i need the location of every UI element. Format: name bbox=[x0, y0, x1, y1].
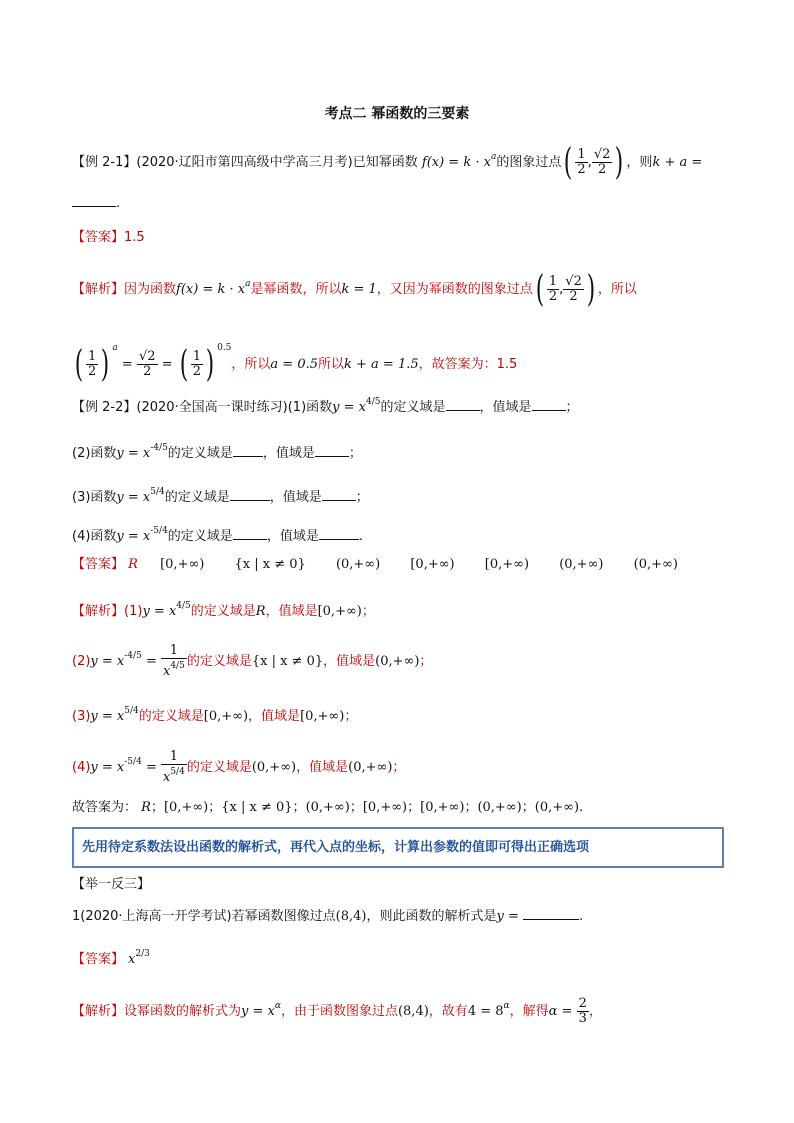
example-tag: 【例 2-1】 bbox=[72, 155, 137, 170]
example-2-2-q2 bbox=[72, 434, 362, 468]
fraction-root2 bbox=[137, 350, 158, 379]
exponent-a: a bbox=[490, 152, 497, 162]
math: [0,+∞) bbox=[300, 709, 345, 724]
math: x bbox=[128, 952, 136, 967]
answer-value: 1.5 bbox=[124, 230, 145, 245]
text: ； bbox=[150, 800, 164, 815]
text: ； bbox=[344, 709, 358, 724]
solution-text: ，所以 bbox=[231, 357, 271, 372]
example-tag: 【例 2-2】 bbox=[72, 400, 137, 415]
k-plus-a: k + a = bbox=[652, 155, 703, 170]
power-fn: y = x bbox=[116, 529, 151, 544]
solution-text: ，故答案为：1.5 bbox=[418, 357, 518, 372]
summary-item: [0,+∞) bbox=[362, 800, 408, 815]
frac-den: 2 bbox=[569, 289, 578, 304]
power-fn: y = x bbox=[90, 760, 125, 775]
frac-den: 2 bbox=[88, 364, 97, 379]
fraction bbox=[577, 997, 589, 1026]
example-2-1: 【例 2-1】(2020·辽阳市第四高级中学高三月考)已知幂函数 $f(x) = k \cdot x^a$的图象过点( $\frac{1}{2}$ , $\frac{√2}{2}$ ) ，则k + a = bbox=[72, 141, 703, 183]
frac-den: 2 bbox=[143, 364, 152, 379]
text: ； bbox=[407, 800, 421, 815]
answer-item: (0,+∞) bbox=[633, 557, 678, 572]
summary-item: [0,+∞) bbox=[163, 800, 209, 815]
text: ，由于函数图象过点 bbox=[280, 1004, 398, 1019]
math: (8,4) bbox=[335, 909, 367, 924]
blank bbox=[233, 445, 263, 457]
text: ，值域是 bbox=[479, 400, 532, 415]
math: (0,+∞) bbox=[348, 760, 393, 775]
paren-left: ( bbox=[74, 343, 84, 385]
text: 的定义域是 bbox=[186, 654, 252, 669]
answer-tag: 【答案】 bbox=[72, 952, 125, 967]
frac-den: 2 bbox=[548, 289, 558, 304]
answer-item: (0,+∞) bbox=[335, 557, 381, 572]
text: ； bbox=[355, 490, 369, 505]
solution-text: ，所以 bbox=[597, 282, 637, 297]
text: 的定义域是 bbox=[164, 490, 230, 505]
answer-blank bbox=[523, 908, 579, 920]
exponent-a: a bbox=[245, 279, 251, 289]
text: ，值域是 bbox=[323, 654, 376, 669]
text: 故答案为： bbox=[72, 800, 138, 815]
frac-num: √2 bbox=[138, 349, 156, 364]
frac-num: √2 bbox=[593, 147, 611, 162]
blank bbox=[319, 528, 359, 540]
answer-2 bbox=[72, 556, 678, 574]
math: y = bbox=[496, 909, 519, 924]
fraction bbox=[161, 644, 187, 679]
summary-item: (0,+∞) bbox=[305, 800, 350, 815]
fraction-root2 bbox=[592, 148, 613, 177]
text: ； bbox=[348, 446, 362, 461]
text: . bbox=[358, 529, 363, 544]
text: . bbox=[579, 800, 584, 815]
answer-blank bbox=[72, 195, 116, 207]
blank bbox=[230, 489, 270, 501]
exponent-a: a bbox=[112, 343, 118, 353]
math: 4 = 8 bbox=[467, 1004, 504, 1019]
practice-q1 bbox=[72, 908, 583, 926]
math: α = bbox=[548, 1004, 573, 1019]
text: 的定义域是 bbox=[138, 709, 204, 724]
frac-den: 2 bbox=[577, 162, 586, 177]
solution-text: 因为函数 bbox=[124, 282, 177, 297]
solution-2-3 bbox=[72, 697, 357, 731]
fraction-half bbox=[191, 350, 203, 379]
text: (2)函数 bbox=[72, 446, 117, 461]
answer-item: [0,+∞) bbox=[484, 557, 530, 572]
solution-tag: 【解析】 bbox=[72, 1004, 125, 1019]
paren-right: ) bbox=[586, 268, 596, 310]
exponent-half: 0.5 bbox=[217, 343, 232, 353]
blank bbox=[446, 399, 480, 411]
text: (4)函数 bbox=[72, 529, 117, 544]
text: ； bbox=[392, 760, 406, 775]
blank bbox=[233, 528, 267, 540]
answer-1 bbox=[72, 229, 145, 247]
math: = bbox=[145, 760, 157, 775]
text: ，值域是 bbox=[248, 709, 301, 724]
a-equals: a = 0.5 bbox=[270, 357, 318, 372]
example-2-2 bbox=[72, 388, 579, 422]
summary-item: {x | x ≠ 0} bbox=[221, 800, 293, 815]
exponent: 5/4 bbox=[170, 767, 185, 777]
fraction-half bbox=[547, 275, 559, 304]
function-expr: f(x) = k · x bbox=[176, 282, 246, 297]
answer-item: [0,+∞) bbox=[160, 557, 205, 572]
text: (1) bbox=[124, 604, 143, 619]
exponent: α bbox=[274, 1001, 281, 1011]
text: (3) bbox=[72, 709, 91, 724]
answer-tag: 【答案】 bbox=[72, 230, 125, 245]
answer-item: R bbox=[128, 557, 138, 572]
text: ； bbox=[208, 800, 222, 815]
text: ，值域是 bbox=[266, 529, 319, 544]
paren-left: ( bbox=[179, 343, 188, 385]
exponent: 4/5 bbox=[170, 661, 185, 671]
text: 的定义域是 bbox=[380, 400, 446, 415]
text: ； bbox=[464, 800, 478, 815]
exponent: -5/4 bbox=[150, 526, 168, 536]
paren-right: ) bbox=[615, 141, 624, 183]
text: ； bbox=[292, 800, 306, 815]
solution-1: 【解析】因为函数$f(x) = k \cdot x^a$是幂函数，所以k = 1，又因为幂函数的图象过点( $\frac{1}{2}$ , $\frac{√2}{2}$ ) ，所以 bbox=[72, 268, 637, 310]
power-fn: y = x bbox=[90, 709, 125, 724]
blank bbox=[532, 399, 566, 411]
frac-den: 2 bbox=[192, 364, 202, 379]
solution-tag: 【解析】 bbox=[72, 604, 125, 619]
fraction bbox=[161, 750, 187, 785]
solution-text: ，又因为幂函数的图象过点 bbox=[376, 282, 533, 297]
answer-3 bbox=[72, 940, 150, 974]
paren-left: ( bbox=[535, 268, 545, 310]
exponent: -4/5 bbox=[150, 443, 168, 453]
solution-2-1 bbox=[72, 592, 375, 626]
text: ； bbox=[361, 604, 375, 619]
answer-item: {x | x ≠ 0} bbox=[234, 557, 306, 572]
text: ，值域是 bbox=[262, 446, 315, 461]
text-mid: 的图象过点 bbox=[496, 155, 562, 170]
math: [0,+∞) bbox=[317, 604, 362, 619]
text: ， bbox=[588, 1004, 602, 1019]
frac-num: 2 bbox=[578, 996, 587, 1011]
text: 的定义域是 bbox=[167, 446, 233, 461]
summary-line bbox=[72, 799, 583, 817]
solution-tag: 【解析】 bbox=[72, 282, 125, 297]
frac-num: 1 bbox=[161, 644, 187, 659]
frac-num: 1 bbox=[161, 750, 187, 765]
paren-left: ( bbox=[564, 141, 573, 183]
solution-1-line-2: ( $\frac{1}{2}$ ) $^a$ = $\frac{√2}{2}$ = ( $\frac{1}{2}$ ) $^{0.5}$，所以a = 0.5所以k + a = 1.5，故答案为：1.5 bbox=[74, 343, 518, 385]
text: ，则此函数的解析式是 bbox=[366, 909, 497, 924]
text: 的定义域是 bbox=[167, 529, 233, 544]
fraction-half bbox=[86, 350, 98, 379]
exponent: 5/4 bbox=[124, 706, 139, 716]
math: y = x bbox=[241, 1004, 275, 1019]
answer-item: (0,+∞) bbox=[559, 557, 604, 572]
math: (0,+∞) bbox=[251, 760, 297, 775]
exponent: α bbox=[503, 1001, 510, 1011]
solution-3 bbox=[72, 984, 602, 1028]
power-fn: y = x bbox=[332, 400, 366, 415]
k-plus-a-value: k + a = 1.5 bbox=[344, 357, 419, 372]
math: = bbox=[145, 654, 157, 669]
math: x bbox=[162, 770, 171, 785]
solution-text: 所以 bbox=[318, 357, 345, 372]
solution-2-4 bbox=[72, 740, 405, 784]
frac-num: √2 bbox=[565, 274, 582, 289]
text: 1(2020·上海高一开学考试)若幂函数图像过点 bbox=[72, 909, 336, 924]
text: ，解得 bbox=[509, 1004, 549, 1019]
k-equals-1: k = 1 bbox=[341, 282, 377, 297]
frac-den: 3 bbox=[578, 1011, 587, 1026]
solution-2-2 bbox=[72, 634, 432, 678]
text: ； bbox=[419, 654, 433, 669]
example-source: (2020·辽阳市第四高级中学高三月考)已知幂函数 bbox=[136, 155, 418, 170]
fraction-root2 bbox=[563, 275, 584, 304]
text: ，值域是 bbox=[269, 490, 322, 505]
frac-den bbox=[161, 659, 187, 679]
text: 的定义域是 bbox=[186, 760, 252, 775]
text: ； bbox=[349, 800, 363, 815]
blank bbox=[322, 489, 356, 501]
text: ，故有 bbox=[428, 1004, 468, 1019]
blank bbox=[315, 445, 349, 457]
page-title: 考点二 幂函数的三要素 bbox=[324, 106, 470, 122]
exponent: 5/4 bbox=[150, 487, 165, 497]
frac-num: 1 bbox=[192, 349, 202, 364]
text: ； bbox=[565, 400, 579, 415]
math: (8,4) bbox=[397, 1004, 429, 1019]
summary-item: (0,+∞) bbox=[477, 800, 522, 815]
frac-num: 1 bbox=[548, 274, 558, 289]
frac-den bbox=[161, 765, 187, 785]
example-2-2-q3 bbox=[72, 478, 369, 512]
text: (4) bbox=[72, 760, 91, 775]
exponent: -5/4 bbox=[124, 757, 142, 767]
summary-item: R bbox=[141, 800, 151, 815]
math: (0,+∞) bbox=[375, 654, 420, 669]
answer-blank-line: . bbox=[72, 195, 120, 213]
exponent: 4/5 bbox=[366, 397, 381, 407]
text: (3)函数 bbox=[72, 490, 117, 505]
text: (2) bbox=[72, 654, 91, 669]
text: ； bbox=[521, 800, 535, 815]
frac-num: 1 bbox=[577, 147, 586, 162]
exponent: 4/5 bbox=[176, 601, 191, 611]
function-expr: f(x) = k · x bbox=[421, 155, 491, 170]
summary-item: (0,+∞) bbox=[534, 800, 580, 815]
frac-num: 1 bbox=[88, 349, 97, 364]
exponent: -4/5 bbox=[124, 651, 142, 661]
text: 的定义域是 bbox=[190, 604, 256, 619]
math: {x | x ≠ 0} bbox=[251, 654, 324, 669]
power-fn: y = x bbox=[116, 446, 151, 461]
answer-tag: 【答案】 bbox=[72, 557, 125, 572]
summary-item: [0,+∞) bbox=[420, 800, 465, 815]
example-2-2-q4 bbox=[72, 517, 363, 551]
math: R bbox=[255, 604, 266, 619]
fraction-half bbox=[575, 148, 587, 177]
solution-text: 是幂函数，所以 bbox=[250, 282, 342, 297]
power-fn: y = x bbox=[116, 490, 151, 505]
math: x bbox=[162, 664, 171, 679]
paren-right: ) bbox=[205, 343, 215, 385]
text: 设幂函数的解析式为 bbox=[124, 1004, 242, 1019]
power-fn: y = x bbox=[142, 604, 177, 619]
math: [0,+∞) bbox=[203, 709, 249, 724]
text: . bbox=[579, 909, 584, 924]
practice-heading: 【举一反三】 bbox=[72, 877, 151, 892]
example-source: (2020·全国高一课时练习)(1)函数 bbox=[136, 400, 333, 415]
paren-right: ) bbox=[101, 343, 110, 385]
text: ，值域是 bbox=[296, 760, 349, 775]
method-tip-box: 先用待定系数法设出函数的解析式，再代入点的坐标，计算出参数的值即可得出正确选项 bbox=[72, 827, 724, 868]
frac-den: 2 bbox=[597, 162, 607, 177]
text-tail: ，则 bbox=[626, 155, 653, 170]
answer-item: [0,+∞) bbox=[410, 557, 455, 572]
text: ，值域是 bbox=[265, 604, 318, 619]
exponent: 2/3 bbox=[135, 949, 150, 959]
power-fn: y = x bbox=[90, 654, 125, 669]
